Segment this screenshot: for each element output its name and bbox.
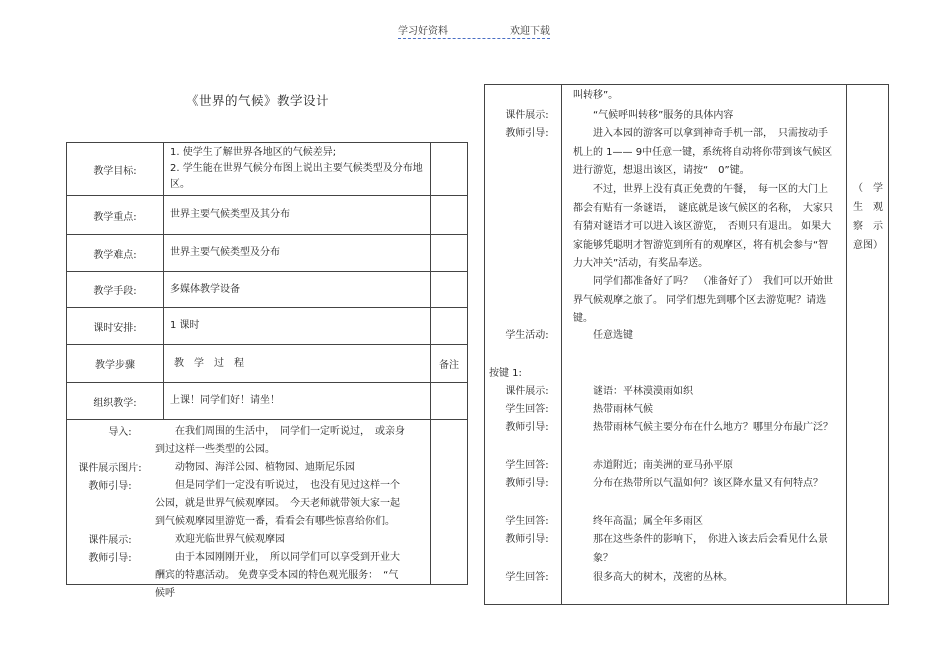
header-right-text: 欢迎下载 [510,26,550,37]
step-text-images: 动物园、海洋公园、植物园、迪斯尼乐园 [155,462,355,473]
r6-label: 教师引导: [505,422,549,433]
hours-label: 课时安排: [67,308,164,345]
remark-label: 备注 [431,345,468,383]
header-left-text: 学习好资料 [398,26,448,37]
r2-text-b: 不过，世界上没有真正免费的午餐， 每一区的大门上都会有贴有一条谜语， 谜底就是该气候区的名称， 大家只有猜对谜语才可以进入该区游览， 否则只有退出。 如果大家能够凭聪明才智游览到所有的观摩区，将有机会参与“智力大冲关”活动，有奖品奉送。 [573,184,833,269]
page-header [398,22,550,39]
r8-text: 分布在热带所以气温如何？该区降水量又有何特点？ [593,478,823,489]
org-label: 组织教学: [67,383,164,420]
r7-label: 学生回答: [505,460,549,471]
lesson-plan-table-right [484,84,889,605]
steps-note [431,420,468,585]
goal-cell [164,143,431,196]
r9-label: 学生回答: [505,516,549,527]
row-steps [67,420,468,585]
hours-value: 1 课时 [164,308,431,345]
key-label: 教学重点: [67,196,164,235]
r6-text: 热带雨林气候主要分布在什么地方？哪里分布最广泛？ [593,422,833,433]
r11-label: 学生回答: [505,572,549,583]
r4-text: 谜语：平林漠漠雨如织 [593,386,693,397]
goal-item-1: 1. 使学生了解世界各地区的气候差异; [170,147,337,158]
goal-note [431,143,468,196]
steps-label: 教学步骤 [67,345,164,383]
means-value: 多媒体教学设备 [164,272,431,308]
means-note [431,272,468,308]
r11-text: 很多高大的树木，茂密的丛林。 [593,572,733,583]
diff-value: 世界主要气候类型及分布 [164,235,431,272]
process-label: 教 学 过 程 [164,345,431,383]
r10-text: 那在这些条件的影响下， 你进入该去后会看见什么景象？ [593,534,828,564]
step-label-intro: 导入: [108,427,132,438]
r10-label: 教师引导: [505,534,549,545]
right-cont-text: 叫转移”。 [573,90,619,101]
row-organize [67,383,468,420]
row-key-point [67,196,468,235]
step-label-show: 课件展示: [88,535,132,546]
steps-cell [67,420,431,599]
row-difficulty [67,235,468,272]
key-value: 世界主要气候类型及其分布 [164,196,431,235]
goal-item-2: 2. 学生能在世界气候分布图上说出主要气候类型及分布地区。 [170,163,423,190]
steps-area [67,420,430,599]
diff-label: 教学难点: [67,235,164,272]
hours-note [431,308,468,345]
key-1-label: 按键 1: [489,368,522,379]
document-title: 《世界的气候》教学设计 [186,93,330,108]
org-value: 上课！同学们好！请坐！ [164,383,431,420]
key-note [431,196,468,235]
org-note [431,383,468,420]
step-text-guide-2: 由于本园刚刚开业， 所以同学们可以享受到开业大酬宾的特惠活动。 免费享受本园的特色观光服务： “气候呼 [155,552,400,599]
r2-text-a: 进入本园的游客可以拿到神奇手机一部， 只需按动手机上的 1—— 9中任意一键，系统将自动将你带到该气候区进行游览，想退出该区，请按“ 0”键。 [573,128,833,176]
row-hours [67,308,468,345]
r8-label: 教师引导: [505,478,549,489]
r1-label: 课件展示: [505,110,549,121]
lesson-plan-table-left [66,142,468,599]
r9-text: 终年高温；属全年多雨区 [593,516,703,527]
step-label-guide-1: 教师引导: [88,481,132,492]
r3-text: 任意选键 [593,330,633,341]
row-goals [67,143,468,196]
r5-label: 学生回答: [505,404,549,415]
step-text-intro: 在我们周围的生活中， 同学们一定听说过， 或亲身到过这样一些类型的公园。 [155,426,405,455]
step-label-images: 课件展示图片: [78,463,142,474]
r1-text: “气候呼叫转移”服务的具体内容 [573,110,734,121]
r2-text-c: 同学们都准备好了吗？ （准备好了） 我们可以开始世界气候观摩之旅了。 同学们想先到哪个区去游览呢？请选键。 [573,276,833,324]
r3-label: 学生活动: [505,330,549,341]
row-steps-header [67,345,468,383]
observe-map-note: （ 学生 观察 示意图） [853,183,883,251]
row-means [67,272,468,308]
step-label-guide-2: 教师引导: [88,553,132,564]
step-text-show: 欢迎光临世界气候观摩园 [155,534,285,545]
r5-text: 热带雨林气候 [593,404,653,415]
step-text-guide-1: 但是同学们一定没有听说过， 也没有见过这样一个公园，就是世界气候观摩园。 今天老师就带领大家一起到气候观摩园里游览一番，看看会有哪些惊喜给你们。 [155,480,400,527]
r7-text: 赤道附近；南美洲的亚马孙平原 [593,460,733,471]
goal-label: 教学目标: [67,143,164,196]
means-label: 教学手段: [67,272,164,308]
diff-note [431,235,468,272]
r2-label: 教师引导: [505,128,549,139]
r4-label: 课件展示: [505,386,549,397]
